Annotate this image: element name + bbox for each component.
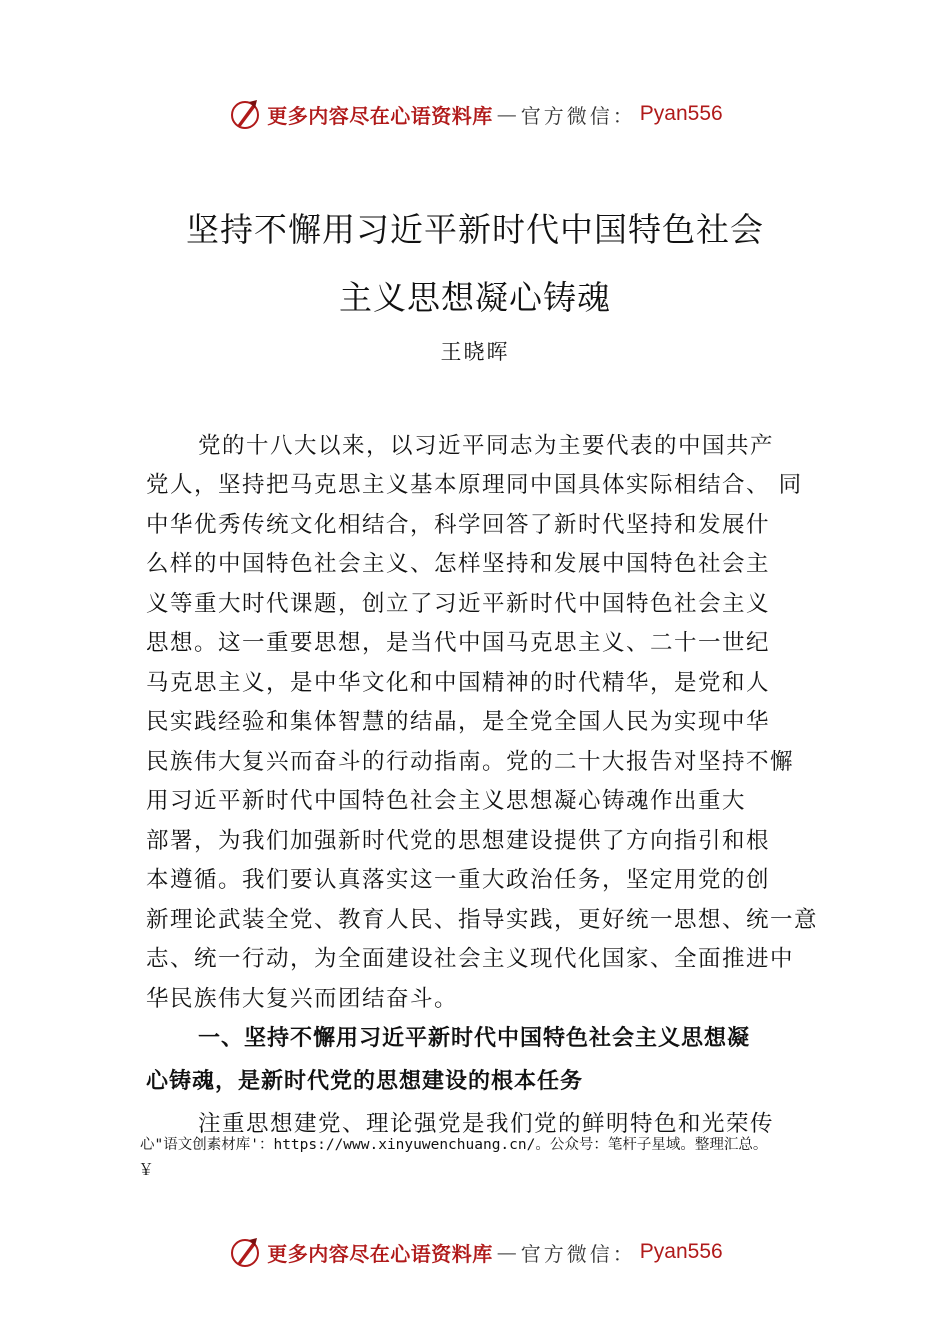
banner-site-text: 更多内容尽在心语资料库 — [267, 103, 493, 128]
paragraph-line: 注重思想建党、理论强党是我们党的鲜明特色和光荣传 — [198, 1111, 775, 1137]
paragraph-line: 马克思主义，是中华文化和中国精神的时代精华，是党和人 — [146, 670, 771, 696]
section-heading-line-1: 一、坚持不懈用习近平新时代中国特色社会主义思想凝 — [198, 1026, 751, 1051]
paragraph-line: 党人，坚持把马克思主义基本原理同中国具体实际相结合、 同 — [146, 472, 803, 498]
paragraph-line: 华民族伟大复兴而团结奋斗。 — [146, 986, 459, 1012]
banner-wechat-id: Pyan556 — [639, 102, 723, 125]
article-title-line-2: 主义思想凝心铸魂 — [339, 278, 611, 317]
paragraph-line: 党的十八大以来，以习近平同志为主要代表的中国共产 — [198, 433, 775, 459]
paragraph-line: 用习近平新时代中国特色社会主义思想凝心铸魂作出重大 — [146, 788, 747, 814]
article-author: 王晓晖 — [440, 340, 510, 364]
paragraph-line: 新理论武装全党、教育人民、指导实践，更好统一思想、统一意 — [146, 907, 819, 933]
banner-dash: — — [496, 102, 517, 126]
quill-pen-logo-icon — [227, 96, 263, 132]
banner-wechat-label: 官方微信： — [520, 103, 636, 128]
paragraph-line: 么样的中国特色社会主义、怎样坚持和发展中国特色社会主 — [146, 551, 771, 577]
paragraph-line: 思想。这一重要思想，是当代中国马克思主义、二十一世纪 — [146, 630, 771, 656]
paragraph-line: 民族伟大复兴而奋斗的行动指南。党的二十大报告对坚持不懈 — [146, 749, 795, 775]
header-banner — [0, 96, 950, 136]
quill-pen-logo-icon — [227, 1234, 263, 1270]
footnote-symbol: ￥ — [138, 1160, 155, 1179]
banner-dash: — — [496, 1240, 517, 1264]
paragraph-line: 义等重大时代课题，创立了习近平新时代中国特色社会主义 — [146, 591, 771, 617]
banner-site-text: 更多内容尽在心语资料库 — [267, 1241, 493, 1266]
paragraph-line: 志、统一行动，为全面建设社会主义现代化国家、全面推进中 — [146, 946, 795, 972]
footer-banner — [0, 1234, 950, 1274]
section-heading-line-2: 心铸魂，是新时代党的思想建设的根本任务 — [146, 1069, 584, 1094]
banner-wechat-id: Pyan556 — [639, 1240, 723, 1263]
paragraph-line: 中华优秀传统文化相结合，科学回答了新时代坚持和发展什 — [146, 512, 771, 538]
paragraph-line: 部署，为我们加强新时代党的思想建设提供了方向指引和根 — [146, 828, 771, 854]
source-footnote: 心"语文创素材库'：https://www.xinyuwenchuang.cn/。公众号：笔杆子星域。整理汇总。 — [140, 1137, 768, 1153]
paragraph-line: 本遵循。我们要认真落实这一重大政治任务，坚定用党的创 — [146, 867, 771, 893]
paragraph-line: 民实践经验和集体智慧的结晶，是全党全国人民为实现中华 — [146, 709, 771, 735]
article-title-line-1: 坚持不懈用习近平新时代中国特色社会 — [186, 210, 764, 249]
banner-wechat-label: 官方微信： — [520, 1241, 636, 1266]
